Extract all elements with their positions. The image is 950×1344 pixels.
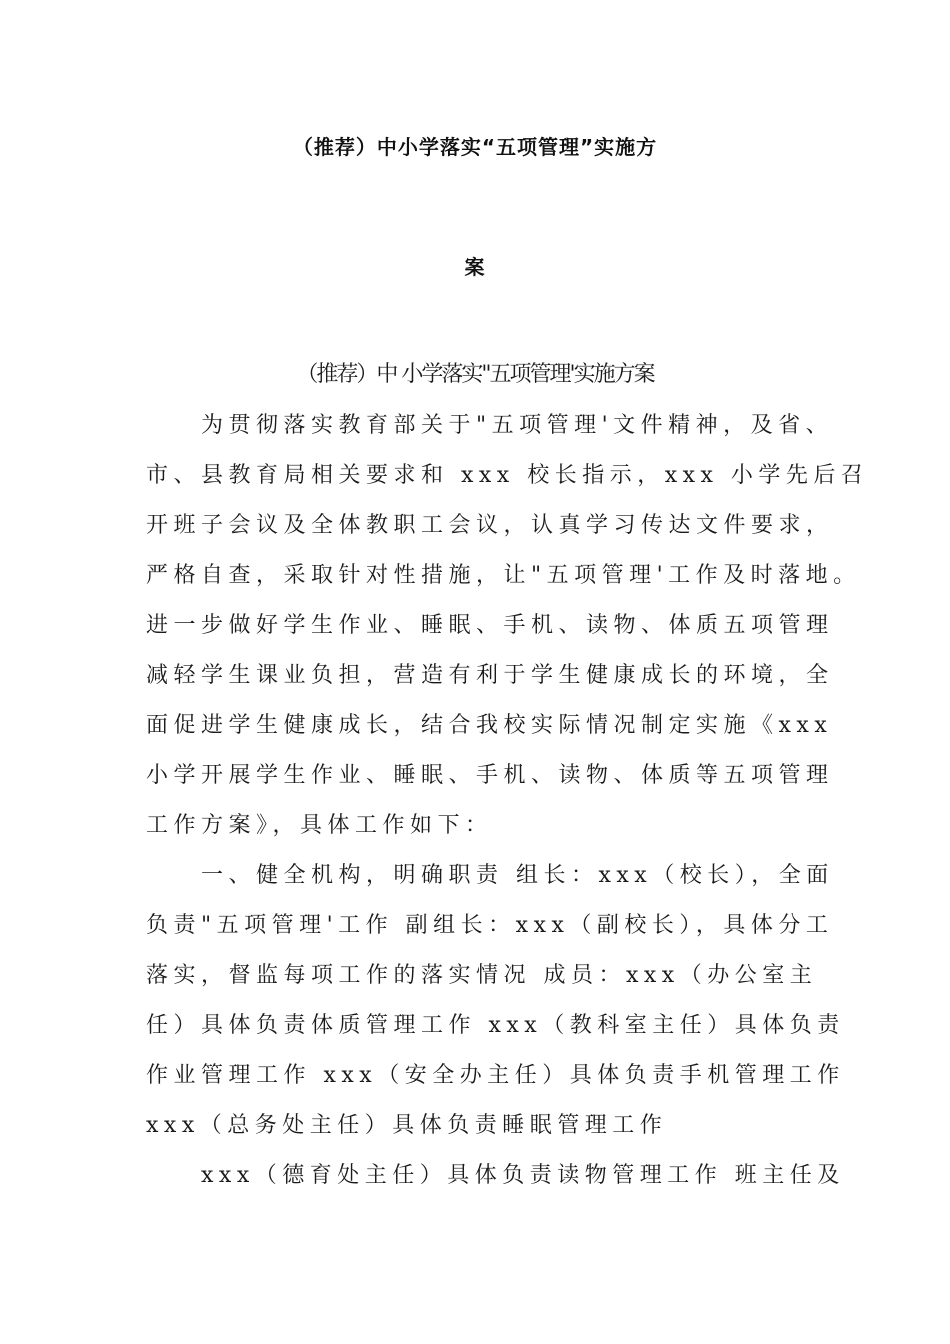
body-line: xxx（总务处主任）具体负责睡眠管理工作 [146,1113,668,1138]
body-line: 工作方案》，具体工作如下： [146,813,493,838]
body-line: xxx（德育处主任）具体负责读物管理工作 班主任及 [146,1163,845,1188]
body-line: 小学开展学生作业、睡眠、手机、读物、体质等五项管理 [146,763,834,788]
document-title-line-1: （推荐）中小学落实“五项管理”实施方 [292,135,658,159]
body-line: 为贯彻落实教育部关于"五项管理'文件精神，及省、 [146,413,834,438]
body-line: 市、县教育局相关要求和 xxx 校长指示，xxx 小学先后召 [146,463,869,488]
body-line: 任）具体负责体质管理工作 xxx（教科室主任）具体负责 [146,1013,845,1038]
body-line: 面促进学生健康成长，结合我校实际情况制定实施《xxx [146,713,833,738]
body-line: 开班子会议及全体教职工会议，认真学习传达文件要求， [146,513,834,538]
body-line: 负责"五项管理'工作 副组长：xxx（副校长），具体分工 [146,913,834,938]
body-line: 减轻学生课业负担，营造有利于学生健康成长的环境，全 [146,663,834,688]
body-line: 一、健全机构，明确职责 组长：xxx（校长），全面 [146,863,834,888]
body-line: 作业管理工作 xxx（安全办主任）具体负责手机管理工作 [146,1063,845,1088]
body-line: 严格自查，采取针对性措施，让"五项管理'工作及时落地。 [146,563,861,588]
body-line: 落实，督监每项工作的落实情况 成员：xxx（办公室主 [146,963,818,988]
body-line: 进一步做好学生作业、睡眠、手机、读物、体质五项管理 [146,613,834,638]
document-title-line-2: 案 [464,255,486,279]
document-subtitle: （推荐）中 小学落实"五项管理'实施方案 [296,362,654,387]
